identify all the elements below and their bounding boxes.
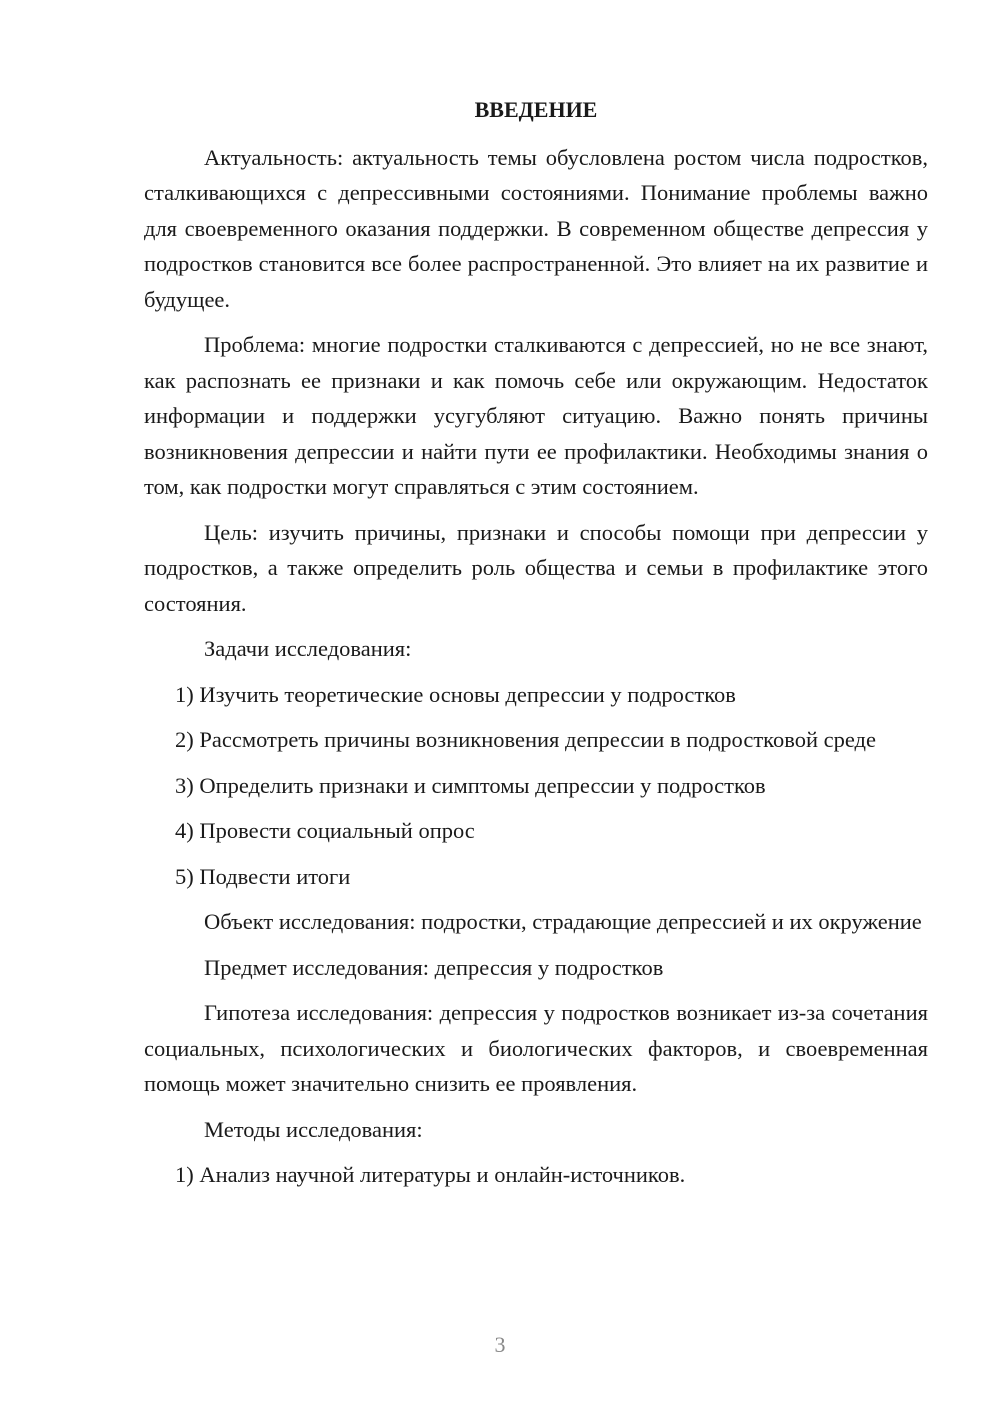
goal-paragraph: Цель: изучить причины, признаки и способы помощи при депрессии у подростков, а также определить роль общества и семьи в профилактике этого состояния.	[144, 519, 928, 616]
page-number: 3	[494, 1332, 506, 1357]
hypothesis-paragraph: Гипотеза исследования: депрессия у подростков возникает из-за сочетания социальных, психологических и биологических факторов, и своевременная помощь может значительно снизить ее проявления.	[144, 1000, 928, 1096]
object-paragraph: Объект исследования: подростки, страдающие депрессией и их окружение	[204, 909, 922, 934]
method-item: 1) Анализ научной литературы и онлайн-источников.	[175, 1162, 686, 1187]
task-item: 3) Определить признаки и симптомы депрессии у подростков	[175, 772, 766, 798]
relevance-paragraph: Актуальность: актуальность темы обусловлена ростом числа подростков, сталкивающихся с депрессивными состояниями. Понимание проблемы важно для своевременного оказания поддержки. В современном обществе депрессия у подростков становится все более распространенной. Это влияет на их развитие и будущее.	[144, 144, 928, 312]
task-item: 4) Провести социальный опрос	[175, 818, 475, 843]
subject-paragraph: Предмет исследования: депрессия у подростков	[204, 954, 664, 980]
problem-paragraph: Проблема: многие подростки сталкиваются с депрессией, но не все знают, как распознать ее признаки и как помочь себе или окружающим. Недостаток информации и поддержки усугубляют ситуацию. Важно понять причины возникновения депрессии и найти пути ее профилактики. Необходимы знания о том, как подростки могут справляться с этим состоянием.	[144, 332, 928, 499]
methods-heading: Методы исследования:	[204, 1116, 423, 1142]
section-title: ВВЕДЕНИЕ	[474, 97, 598, 122]
task-item: 2) Рассмотреть причины возникновения депрессии в подростковой среде	[175, 727, 876, 752]
document-page	[144, 92, 928, 1203]
task-item: 5) Подвести итоги	[175, 863, 351, 889]
task-item: 1) Изучить теоретические основы депрессии у подростков	[175, 681, 736, 707]
tasks-heading: Задачи исследования:	[204, 636, 412, 661]
